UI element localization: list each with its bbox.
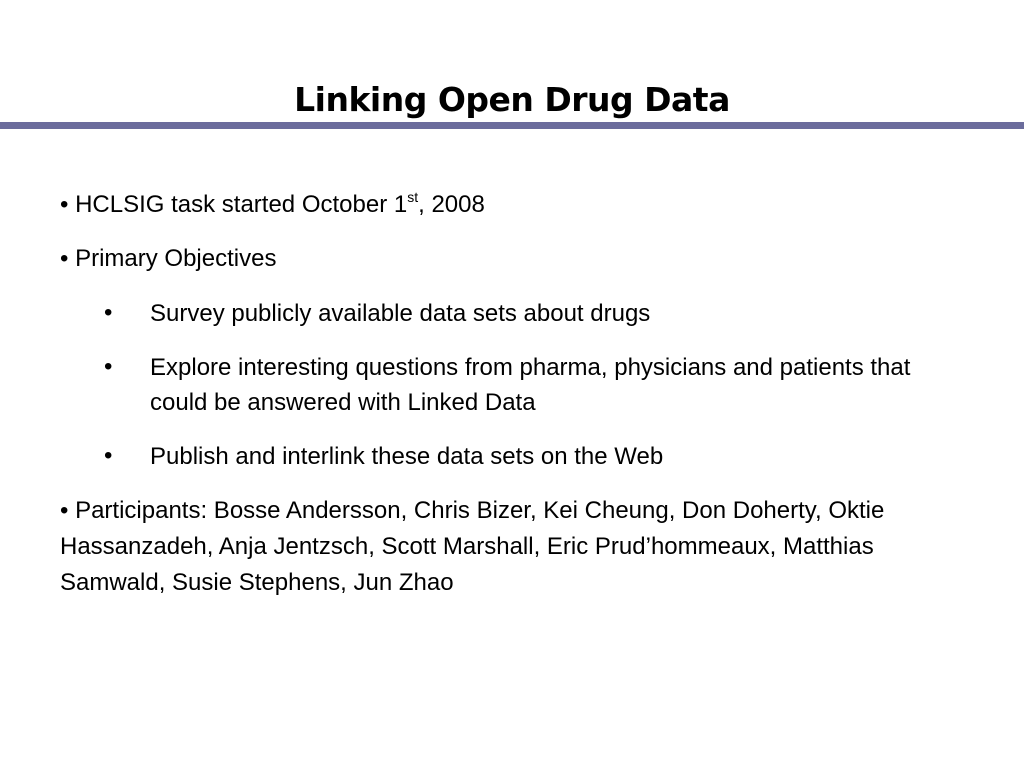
bullet-marker: •	[60, 245, 69, 272]
sub-bullet-marker: •	[104, 353, 113, 380]
sub-bullet-marker: •	[104, 299, 113, 326]
bullet-participants-text: Participants: Bosse Andersson, Chris Bizer, Kei Cheung, Don Doherty, Oktie Hassanzadeh, Anja Jentzsch, Scott Marshall, Eric Prud’hommeaux, Matthias Samwald, Susie Stephens, Jun Zhao	[60, 497, 885, 596]
bullet-task-text: HCLSIG task started October 1	[75, 191, 408, 218]
title-divider	[0, 122, 1024, 129]
sub-bullet-survey	[104, 296, 964, 331]
bullet-marker: •	[60, 191, 69, 218]
sub-bullet-explore	[104, 350, 964, 420]
sub-bullet-publish-text: Publish and interlink these data sets on the Web	[150, 443, 664, 470]
slide-title: Linking Open Drug Data	[294, 80, 730, 119]
bullet-task-superscript: st	[407, 189, 419, 205]
sub-bullet-publish	[104, 439, 964, 474]
bullet-objectives	[60, 242, 276, 276]
bullet-participants	[60, 493, 940, 601]
bullet-objectives-text: Primary Objectives	[75, 245, 277, 272]
bullet-marker: •	[60, 497, 69, 524]
sub-bullet-explore-text: Explore interesting questions from pharma, physicians and patients that could be answered with Linked Data	[150, 354, 911, 416]
sub-bullet-survey-text: Survey publicly available data sets about drugs	[150, 300, 651, 327]
bullet-task-suffix: , 2008	[418, 191, 485, 218]
bullet-task	[60, 188, 485, 222]
sub-bullet-marker: •	[104, 442, 113, 469]
